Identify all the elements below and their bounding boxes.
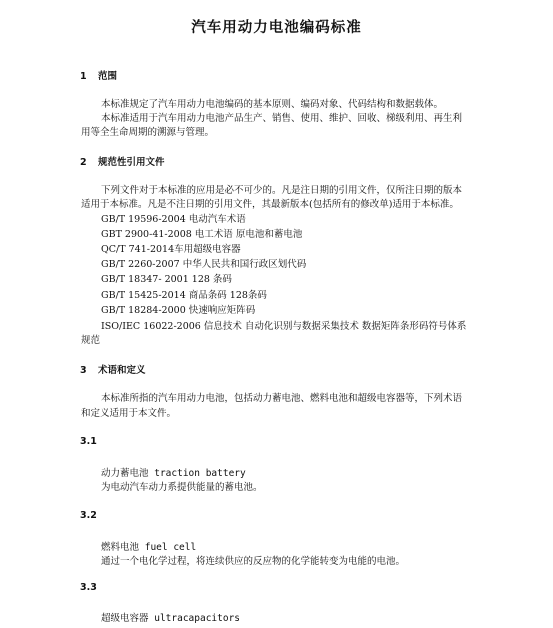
document-title: 汽车用动力电池编码标准 [191, 20, 362, 36]
paragraph-line: 适用于本标准。凡是不注日期的引用文件，其最新版本(包括所有的修改单)适用于本标准。 [81, 199, 459, 210]
section-title: 范围 [98, 71, 118, 82]
subsection-3-1-number: 3.1 [80, 436, 97, 447]
reference-item-continuation: 规范 [81, 335, 101, 346]
section-title: 规范性引用文件 [98, 157, 165, 168]
paragraph-line: 本标准规定了汽车用动力电池编码的基本原则、编码对象、代码结构和数据载体。 [101, 99, 444, 110]
reference-item: GB/T 15425-2014 商品条码 128条码 [101, 290, 267, 301]
reference-item: QC/T 741-2014车用超级电容器 [101, 244, 241, 255]
section-number: 3 [80, 365, 87, 376]
reference-item: GB/T 19596-2004 电动汽车术语 [101, 214, 246, 225]
definition-3-1: 为电动汽车动力系提供能量的蓄电池。 [101, 482, 263, 493]
reference-item: GB/T 18284-2000 快速响应矩阵码 [101, 305, 256, 316]
paragraph-line: 和定义适用于本文件。 [81, 408, 177, 419]
subsection-3-3-number: 3.3 [80, 582, 97, 593]
paragraph-line: 下列文件对于本标准的应用是必不可少的。凡是注日期的引用文件，仅所注日期的版本 [101, 185, 463, 196]
section-number: 1 [80, 71, 87, 82]
term-3-3: 超级电容器 ultracapacitors [101, 613, 241, 624]
term-3-2: 燃料电池 fuel cell [101, 542, 197, 553]
reference-item: GBT 2900-41-2008 电工术语 原电池和蓄电池 [101, 229, 303, 240]
paragraph-line: 本标准所指的汽车用动力电池，包括动力蓄电池、燃料电池和超级电容器等，下列术语 [101, 393, 463, 404]
reference-item: GB/T 18347- 2001 128 条码 [101, 274, 232, 285]
subsection-3-2-number: 3.2 [80, 510, 97, 521]
section-3-heading [80, 362, 146, 376]
definition-3-2: 通过一个电化学过程，将连续供应的反应物的化学能转变为电能的电池。 [101, 556, 406, 567]
paragraph-line: 本标准适用于汽车用动力电池产品生产、销售、使用、维护、回收、梯级利用、再生利 [101, 113, 463, 124]
section-2-heading [80, 154, 165, 168]
reference-item: ISO/IEC 16022-2006 信息技术 自动化识别与数据采集技术 数据矩阵条形码符号体系 [101, 321, 467, 332]
term-3-1: 动力蓄电池 traction battery [101, 468, 246, 479]
section-1-heading [80, 68, 117, 82]
paragraph-line: 用等全生命周期的溯源与管理。 [81, 127, 215, 138]
section-title: 术语和定义 [98, 365, 146, 376]
reference-item: GB/T 2260-2007 中华人民共和国行政区划代码 [101, 259, 307, 270]
section-number: 2 [80, 157, 87, 168]
